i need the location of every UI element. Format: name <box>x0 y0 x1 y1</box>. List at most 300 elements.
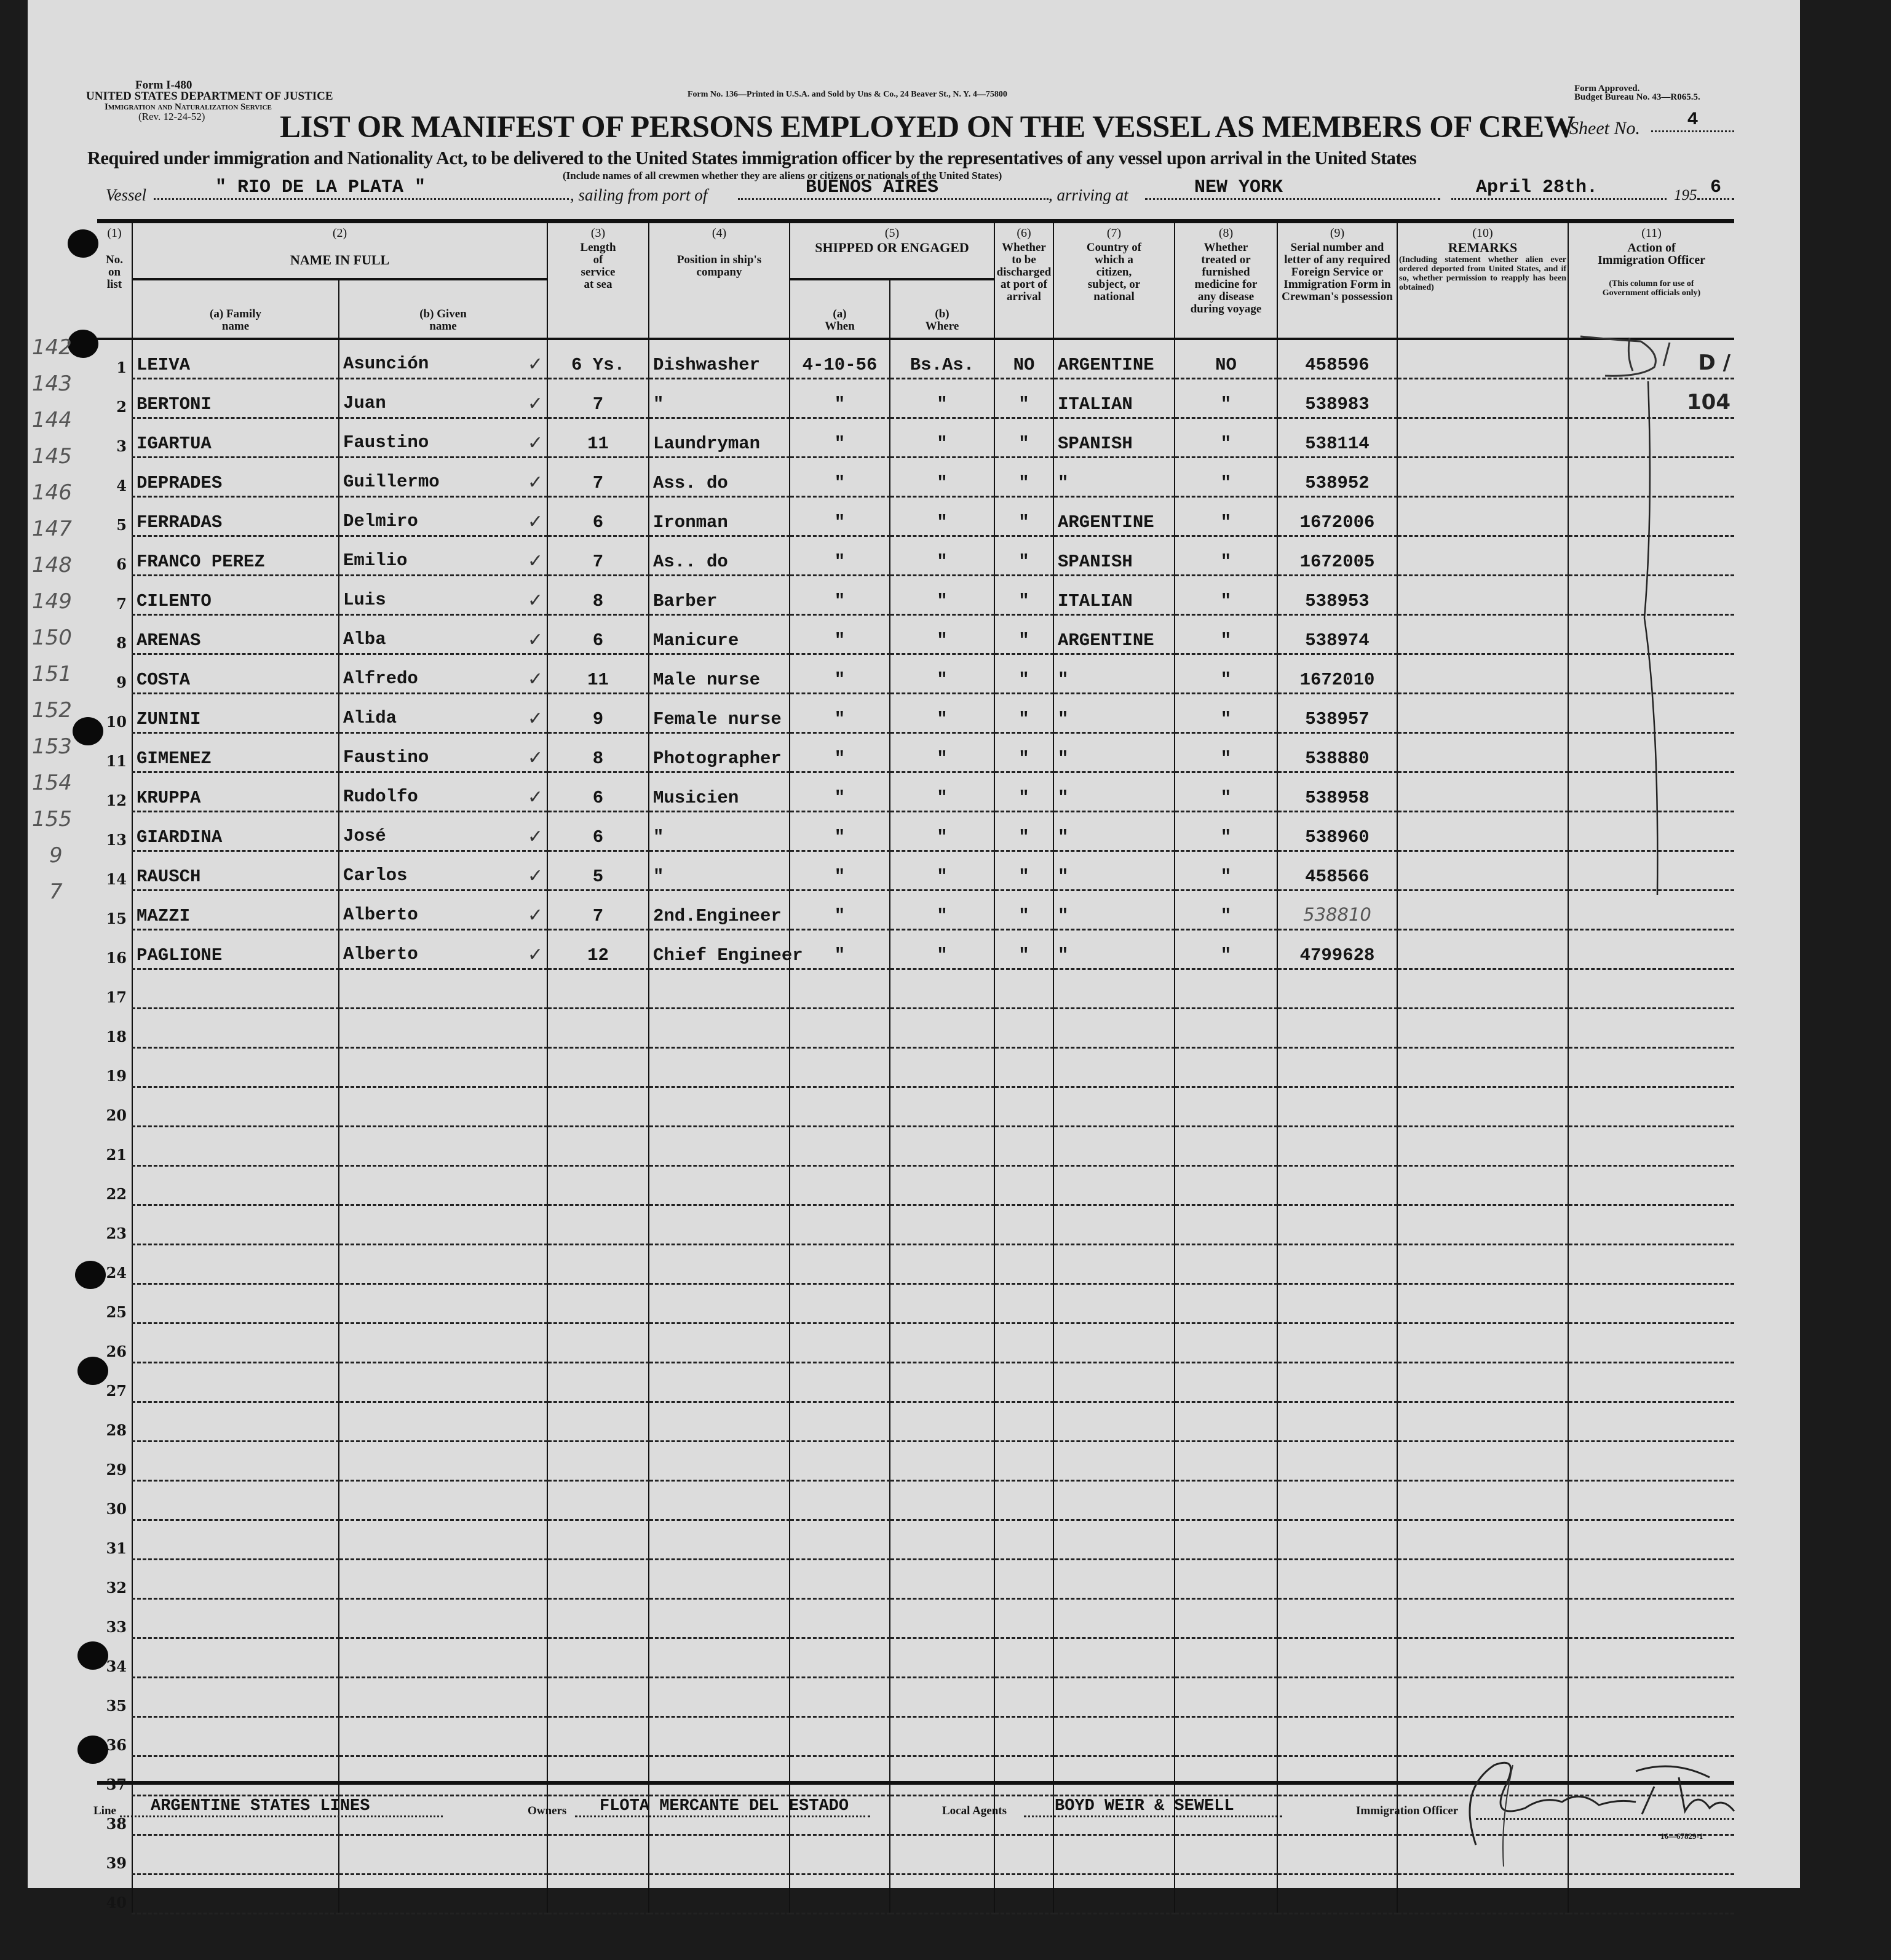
discharged-cell <box>994 1323 1053 1363</box>
given-name-cell <box>339 458 547 497</box>
subtitle: Required under immigration and Nationality Act, to be delivered to the United States immigration officer by the representatives of any vessel upon arrival in the United States <box>87 148 1417 169</box>
service-length: 5 <box>592 867 604 887</box>
serial-number-cell <box>1277 1442 1397 1481</box>
service-length-cell <box>547 1835 649 1875</box>
serial-number-cell <box>1277 1323 1397 1363</box>
service-length: 8 <box>592 591 604 611</box>
row-number: 26 <box>106 1342 127 1360</box>
position-cell <box>649 1481 790 1520</box>
nationality-cell <box>1053 930 1175 969</box>
discharged: " <box>1018 630 1029 651</box>
position-cell <box>649 1048 790 1087</box>
col-shipped-header: (5) SHIPPED OR ENGAGED <box>790 221 994 280</box>
given-name-cell <box>339 1560 547 1599</box>
page-title: LIST OR MANIFEST OF PERSONS EMPLOYED ON THE VESSEL AS MEMBERS OF CREW <box>280 110 1576 145</box>
nationality-cell <box>1053 1875 1175 1914</box>
position-cell <box>649 733 790 772</box>
col-discharged-header: (6) Whether to be discharged at port of arrival <box>994 221 1053 339</box>
shipped-when-cell <box>790 339 890 379</box>
discharged-cell <box>994 1284 1053 1323</box>
service-length-cell <box>547 891 649 930</box>
nationality-cell <box>1053 1756 1175 1796</box>
row-number: 12 <box>106 791 127 809</box>
form-code: 16—67829-1 <box>1660 1831 1703 1841</box>
family-name-cell <box>132 772 339 812</box>
officer-action-cell <box>1568 1284 1734 1323</box>
medicine-cell <box>1175 339 1277 379</box>
position-cell <box>649 1717 790 1756</box>
position-cell <box>649 418 790 458</box>
position-cell <box>649 930 803 969</box>
handwritten-margin-number: 147 <box>32 517 72 541</box>
table-row <box>97 379 1734 418</box>
serial-number-cell <box>1277 458 1397 497</box>
row-number: 11 <box>106 752 127 770</box>
row-number: 20 <box>106 1106 127 1124</box>
service-length-cell <box>547 1127 649 1166</box>
table-row <box>97 1087 1734 1127</box>
given-name-cell <box>339 1481 547 1520</box>
row-number: 9 <box>116 673 127 691</box>
shipped-when-cell <box>790 1087 890 1127</box>
discharged-cell <box>994 1245 1053 1284</box>
officer-label: Immigration Officer <box>1356 1804 1459 1817</box>
given-name-cell <box>339 1875 547 1914</box>
serial-number-cell <box>1277 654 1397 694</box>
family-name-cell <box>132 1402 339 1442</box>
shipped-where: " <box>937 670 948 690</box>
given-name-cell <box>339 1363 547 1402</box>
agents-label: Local Agents <box>942 1804 1007 1817</box>
row-number: 32 <box>106 1578 127 1597</box>
given-name: Faustino <box>343 432 429 453</box>
shipped-when-cell <box>790 1166 890 1205</box>
service-length-cell <box>547 1442 649 1481</box>
position-cell <box>649 1756 790 1796</box>
shipped-when-cell <box>790 1402 890 1442</box>
row-number: 15 <box>106 909 127 927</box>
row-number: 8 <box>116 633 127 652</box>
nationality-cell <box>1053 1835 1175 1875</box>
service-length-cell <box>547 772 649 812</box>
position: Laundryman <box>653 434 761 454</box>
position-cell <box>649 1599 790 1638</box>
discharged-cell <box>994 1205 1053 1245</box>
handwritten-margin-number: 153 <box>32 734 72 759</box>
shipped-when-cell <box>790 812 890 851</box>
medicine-cell <box>1175 1087 1277 1127</box>
serial-number: 538974 <box>1305 630 1370 651</box>
position: " <box>653 867 664 887</box>
handwritten-margin-number: 148 <box>32 553 72 577</box>
shipped-when: " <box>834 945 846 966</box>
shipped-where-cell <box>890 1048 994 1087</box>
service-length-cell <box>547 1245 649 1284</box>
shipped-where-cell <box>890 1087 994 1127</box>
family-name-cell <box>132 379 339 418</box>
include-note: (Include names of all crewmen whether they are aliens or citizens or nationals of the United States) <box>563 170 1002 181</box>
medicine-cell <box>1175 1127 1277 1166</box>
position: 2nd.Engineer <box>653 906 782 926</box>
medicine-cell <box>1175 891 1277 930</box>
shipped-when-cell <box>790 458 890 497</box>
family-name-cell <box>132 1520 339 1560</box>
service-length: 6 Ys. <box>571 355 625 375</box>
officer-action-cell <box>1568 1009 1734 1048</box>
checkmark-icon: ✓ <box>527 354 543 375</box>
discharged-cell <box>994 1402 1053 1442</box>
discharged-cell <box>994 1087 1053 1127</box>
discharged-cell <box>994 1599 1053 1638</box>
remarks-cell <box>1397 576 1568 615</box>
row-number: 7 <box>116 594 127 613</box>
discharged-cell <box>994 458 1053 497</box>
remarks-cell <box>1397 969 1568 1009</box>
discharged-cell <box>994 1442 1053 1481</box>
position-cell <box>649 772 790 812</box>
shipped-where-cell <box>890 1323 994 1363</box>
serial-number: 538810 <box>1303 904 1371 925</box>
position: " <box>653 827 664 847</box>
remarks-cell <box>1397 1481 1568 1520</box>
checkmark-icon: ✓ <box>527 472 543 493</box>
service-length-cell <box>547 930 649 969</box>
row-number: 3 <box>116 437 127 455</box>
officer-action: D / <box>1698 351 1730 375</box>
family-name-cell <box>132 1560 339 1599</box>
punch-hole <box>68 229 98 258</box>
nationality-cell <box>1053 733 1175 772</box>
form-number: Form I-480 <box>135 79 192 92</box>
given-name: Alberto <box>343 905 418 925</box>
shipped-where: " <box>937 591 948 611</box>
nationality-cell <box>1053 969 1175 1009</box>
nationality: ITALIAN <box>1058 591 1133 611</box>
service-length-cell <box>547 1048 649 1087</box>
col-length-header: (3) Length of service at sea <box>547 221 649 339</box>
medicine-cell <box>1175 1166 1277 1205</box>
service-length-cell <box>547 1205 649 1245</box>
position-cell <box>649 458 790 497</box>
nationality-cell <box>1053 615 1175 654</box>
shipped-when-cell <box>790 379 890 418</box>
family-name-cell <box>132 1599 339 1638</box>
medicine-cell <box>1175 576 1277 615</box>
handwritten-margin-number: 142 <box>32 335 72 360</box>
checkmark-icon: ✓ <box>527 787 543 808</box>
shipped-when-cell <box>790 1678 890 1717</box>
remarks-cell <box>1397 694 1568 733</box>
shipped-where: " <box>937 709 948 729</box>
sailing-port: BUENOS AIRES <box>738 177 1049 200</box>
remarks-cell <box>1397 1402 1568 1442</box>
nationality-cell <box>1053 1166 1175 1205</box>
remarks-cell <box>1397 812 1568 851</box>
nationality-cell <box>1053 1717 1175 1756</box>
shipped-when-cell <box>790 1835 890 1875</box>
remarks-cell <box>1397 1323 1568 1363</box>
family-name: RAUSCH <box>137 867 201 887</box>
medicine-cell <box>1175 1599 1277 1638</box>
shipped-when: " <box>834 867 846 887</box>
table-row <box>97 536 1734 576</box>
position-cell <box>649 497 790 536</box>
medicine: NO <box>1215 355 1237 375</box>
officer-action-cell <box>1568 1638 1734 1678</box>
nationality-cell <box>1053 497 1175 536</box>
given-name: Rudolfo <box>343 787 418 807</box>
year-suffix: 6 <box>1697 177 1734 200</box>
remarks-cell <box>1397 536 1568 576</box>
position-cell <box>649 1638 790 1678</box>
row-number: 30 <box>106 1499 127 1518</box>
officer-action-cell <box>1568 1363 1734 1402</box>
discharged-cell <box>994 339 1053 379</box>
remarks-cell <box>1397 339 1568 379</box>
shipped-where-cell <box>890 1756 994 1796</box>
sheet-label: Sheet No. <box>1569 118 1640 138</box>
shipped-when-cell <box>790 891 890 930</box>
serial-number: 1672010 <box>1299 670 1375 690</box>
shipped-when: " <box>834 827 846 847</box>
position: Musicien <box>653 788 739 808</box>
discharged-cell <box>994 1835 1053 1875</box>
serial-number-cell <box>1277 1520 1397 1560</box>
family-name-cell <box>132 1087 339 1127</box>
serial-number-cell <box>1277 1245 1397 1284</box>
serial-number-cell <box>1277 1717 1397 1756</box>
discharged-cell <box>994 654 1053 694</box>
checkmark-icon: ✓ <box>527 747 543 769</box>
serial-number-cell <box>1277 969 1397 1009</box>
medicine: " <box>1220 630 1232 651</box>
serial-number-cell <box>1277 812 1397 851</box>
discharged-cell <box>994 891 1053 930</box>
nationality-cell <box>1053 1009 1175 1048</box>
row-number <box>97 1756 132 1796</box>
shipped-when-cell <box>790 1009 890 1048</box>
serial-number: 458596 <box>1305 355 1370 375</box>
row-number: 5 <box>116 515 127 534</box>
shipped-where-cell <box>890 969 994 1009</box>
given-name-cell <box>339 1087 547 1127</box>
shipped-when-cell <box>790 1284 890 1323</box>
officer-action-cell <box>1568 1678 1734 1717</box>
discharged-cell <box>994 1166 1053 1205</box>
table-row <box>97 576 1734 615</box>
vessel-name: " RIO DE LA PLATA " <box>154 177 569 200</box>
shipped-where-cell <box>890 1638 994 1678</box>
family-name-cell <box>132 1363 339 1402</box>
shipped-when: " <box>834 709 846 729</box>
given-name-cell <box>339 1638 547 1678</box>
year-prefix: 195 <box>1674 187 1697 204</box>
discharged: " <box>1018 748 1029 769</box>
service-length-cell <box>547 1717 649 1756</box>
remarks-cell <box>1397 1166 1568 1205</box>
service-length: 6 <box>592 630 604 651</box>
shipped-when-cell <box>790 1520 890 1560</box>
family-name-cell <box>132 812 339 851</box>
service-length: 7 <box>592 552 604 572</box>
family-name: ZUNINI <box>137 709 201 729</box>
given-name: Alba <box>343 629 386 649</box>
handwritten-margin-number: 151 <box>32 662 72 686</box>
officer-action: 104 <box>1687 390 1730 415</box>
position-cell <box>649 1835 790 1875</box>
nationality: " <box>1058 788 1069 808</box>
row-number: 35 <box>106 1696 127 1715</box>
service-length-cell <box>547 615 649 654</box>
given-name-cell <box>339 812 547 851</box>
nationality-cell <box>1053 1205 1175 1245</box>
shipped-when-cell <box>790 418 890 458</box>
table-row <box>97 1009 1734 1048</box>
shipped-when-cell <box>790 1205 890 1245</box>
shipped-when: " <box>834 512 846 533</box>
remarks-cell <box>1397 1560 1568 1599</box>
serial-number-cell <box>1277 891 1397 930</box>
service-length: 9 <box>592 709 604 729</box>
given-name-cell <box>339 576 547 615</box>
crew-table <box>97 219 1734 1914</box>
medicine: " <box>1220 394 1232 415</box>
row-number: 6 <box>116 555 127 573</box>
discharged-cell <box>994 930 1053 969</box>
family-name-cell <box>132 694 339 733</box>
line-value: ARGENTINE STATES LINES <box>120 1797 443 1817</box>
family-name-cell <box>132 1875 339 1914</box>
service-length-cell <box>547 1323 649 1363</box>
printer-note: Form No. 136—Printed in U.S.A. and Sold by Uns & Co., 24 Beaver St., N. Y. 4—75800 <box>688 90 1007 99</box>
medicine: " <box>1220 591 1232 611</box>
shipped-when: 4-10-56 <box>802 355 878 375</box>
nationality-cell <box>1053 418 1175 458</box>
row-number: 21 <box>106 1145 127 1164</box>
medicine: " <box>1220 748 1232 769</box>
shipped-when-cell <box>790 694 890 733</box>
discharged-cell <box>994 615 1053 654</box>
shipped-when: " <box>834 906 846 926</box>
medicine-cell <box>1175 1323 1277 1363</box>
family-name-cell <box>132 930 339 969</box>
family-name: FERRADAS <box>137 512 223 533</box>
service-length: 6 <box>592 512 604 533</box>
position: Manicure <box>653 630 739 651</box>
nationality-cell <box>1053 1560 1175 1599</box>
serial-number-cell <box>1277 772 1397 812</box>
medicine-cell <box>1175 812 1277 851</box>
handwritten-margin-number: 9 <box>49 843 63 868</box>
checkmark-icon: ✓ <box>527 393 543 415</box>
discharged: " <box>1018 473 1029 493</box>
discharged-cell <box>994 851 1053 891</box>
nationality: ARGENTINE <box>1058 355 1154 375</box>
checkmark-icon: ✓ <box>527 511 543 533</box>
serial-number: 538953 <box>1305 591 1370 611</box>
shipped-where: " <box>937 867 948 887</box>
given-name-cell <box>339 930 547 969</box>
col-serial-header: (9) Serial number and letter of any required Foreign Service or Immigration Form in Crewman's possession <box>1277 221 1397 339</box>
service-length-cell <box>547 497 649 536</box>
discharged-cell <box>994 1638 1053 1678</box>
shipped-where: " <box>937 748 948 769</box>
position-cell <box>649 1442 790 1481</box>
handwritten-margin-number: 143 <box>32 371 72 396</box>
family-name: GIMENEZ <box>137 748 212 769</box>
shipped-when-cell <box>790 1363 890 1402</box>
serial-number: 538958 <box>1305 788 1370 808</box>
remarks-cell <box>1397 851 1568 891</box>
service-length: 7 <box>592 473 604 493</box>
service-length: 11 <box>587 434 609 454</box>
given-name-cell <box>339 1717 547 1756</box>
shipped-when-cell <box>790 1481 890 1520</box>
serial-number-cell <box>1277 1087 1397 1127</box>
officer-action-cell <box>1568 1875 1734 1914</box>
medicine-cell <box>1175 1520 1277 1560</box>
shipped-where-cell <box>890 497 994 536</box>
shipped-where-cell <box>890 1599 994 1638</box>
position-cell <box>649 615 790 654</box>
col-remarks-header: (10) REMARKS (Including statement whether alien ever ordered deported from United States, and if so, whether permission to reapply has been obtained) <box>1397 221 1568 339</box>
discharged-cell <box>994 1520 1053 1560</box>
service-length-cell <box>547 576 649 615</box>
discharged: " <box>1018 827 1029 847</box>
officer-action-cell <box>1568 1717 1734 1756</box>
medicine-cell <box>1175 1678 1277 1717</box>
nationality-cell <box>1053 1402 1175 1442</box>
nationality-cell <box>1053 339 1175 379</box>
discharged-cell <box>994 536 1053 576</box>
arrival-port: NEW YORK <box>1145 177 1440 200</box>
service-length-cell <box>547 1481 649 1520</box>
medicine: " <box>1220 512 1232 533</box>
position-cell <box>649 969 790 1009</box>
family-name: COSTA <box>137 670 191 690</box>
shipped-when-cell <box>790 969 890 1009</box>
shipped-when: " <box>834 670 846 690</box>
position: Female nurse <box>653 709 782 729</box>
port-label: , sailing from port of <box>570 186 708 204</box>
serial-number-cell <box>1277 1560 1397 1599</box>
family-name: LEIVA <box>137 355 191 375</box>
given-name-cell <box>339 1835 547 1875</box>
col-given-header: (b) Given name <box>339 279 547 339</box>
table-row <box>97 733 1734 772</box>
medicine: " <box>1220 827 1232 847</box>
family-name-cell <box>132 1442 339 1481</box>
serial-number-cell <box>1277 1205 1397 1245</box>
table-row <box>97 654 1734 694</box>
medicine-cell <box>1175 772 1277 812</box>
serial-number: 458566 <box>1305 867 1370 887</box>
arrival-date: April 28th. <box>1451 177 1667 200</box>
nationality-cell <box>1053 851 1175 891</box>
service-length: 12 <box>587 945 609 966</box>
remarks-cell <box>1397 733 1568 772</box>
officer-action-cell <box>1568 1048 1734 1087</box>
shipped-where-cell <box>890 812 994 851</box>
row-number: 34 <box>106 1657 127 1675</box>
serial-number-cell <box>1277 1638 1397 1678</box>
checkmark-icon: ✓ <box>527 826 543 847</box>
position-cell <box>649 1323 790 1363</box>
discharged-cell <box>994 1009 1053 1048</box>
medicine: " <box>1220 945 1232 966</box>
given-name: Alfredo <box>343 669 418 689</box>
remarks-cell <box>1397 1875 1568 1914</box>
